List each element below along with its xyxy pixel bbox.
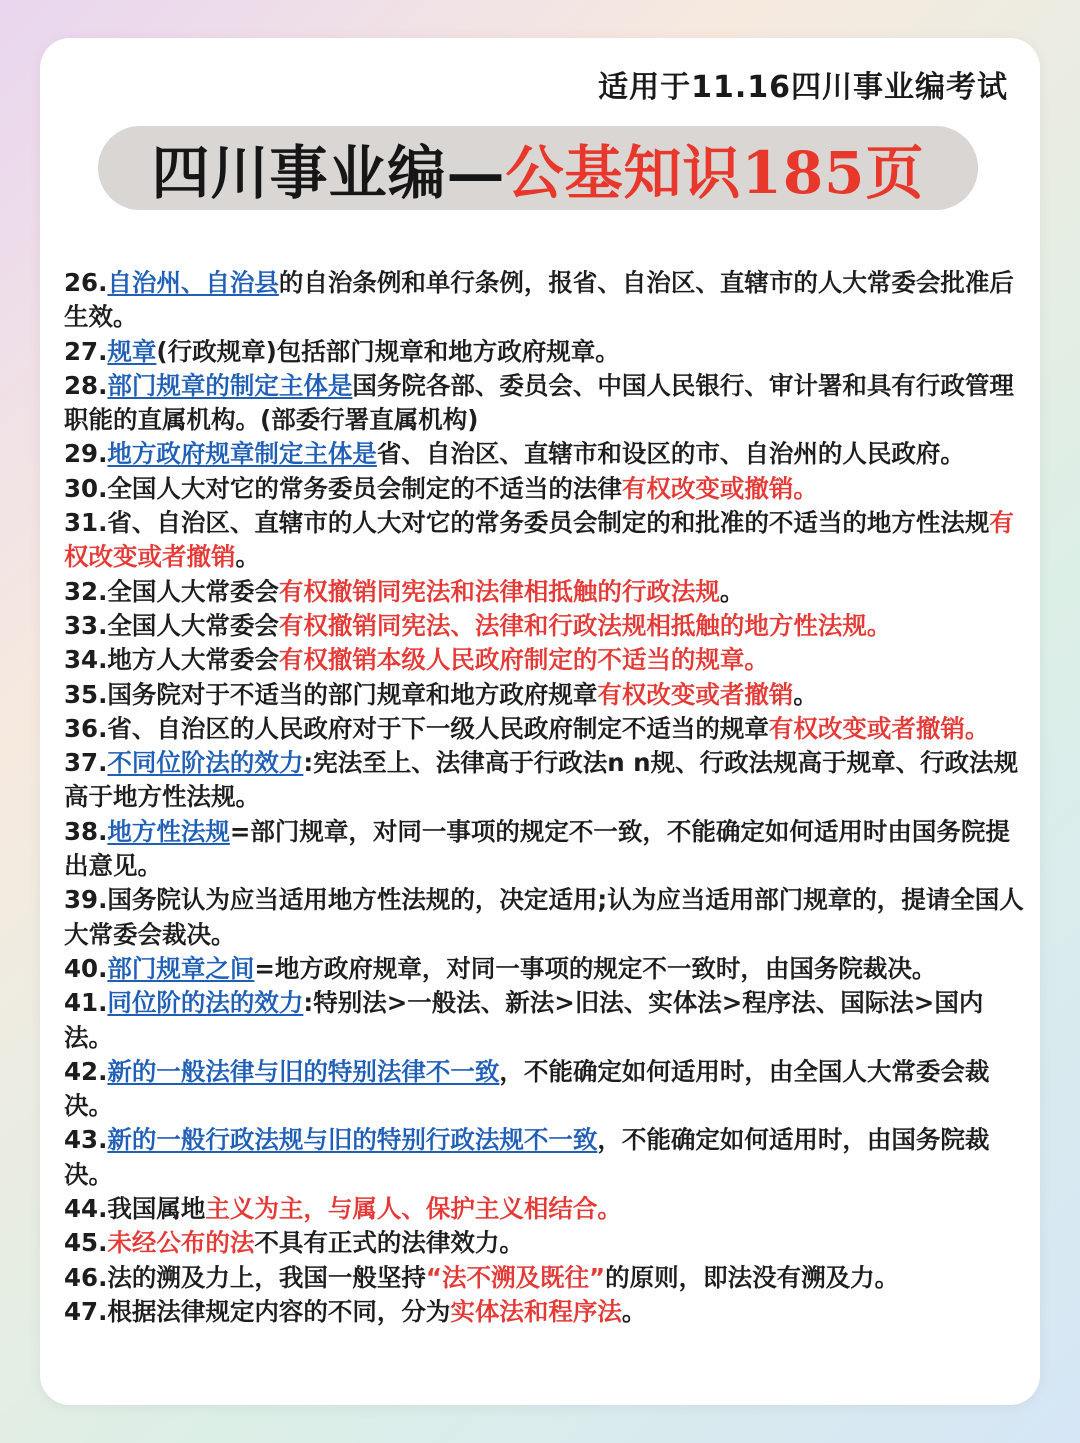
emphasis-text: 有权撤销同宪法、法律和行政法规相抵触的地方性法规。: [278, 610, 892, 640]
item-text: 46.法的溯及力上，我国一般坚持: [64, 1262, 426, 1292]
item-text: 不具有正式的法律效力。: [254, 1228, 524, 1258]
list-item: [64, 643, 1026, 677]
item-text: 33.全国人大常委会: [64, 610, 279, 640]
list-item: [64, 369, 1026, 438]
list-item: [64, 1295, 1026, 1329]
list-item: [64, 335, 1026, 369]
item-text: 35.国务院对于不适当的部门规章和地方政府规章: [64, 679, 598, 709]
list-item: [64, 1123, 1026, 1192]
highlight-term: 不同位阶法的效力: [107, 748, 304, 778]
item-text: 的原则，即法没有溯及力。: [605, 1262, 900, 1292]
item-text: ，不能确定如何适用时，由全国人大常委会裁决。: [64, 1056, 990, 1121]
item-text: 41.: [64, 988, 108, 1018]
emphasis-text: 有权改变或者撤销: [64, 508, 1014, 572]
emphasis-text: 实体法和程序法: [450, 1296, 622, 1326]
item-text: 。: [719, 576, 745, 606]
item-text: :特别法>一般法、新法>旧法、实体法>程序法、国际法>国内法。: [64, 988, 984, 1052]
item-text: :宪法至上、法律高于行政法n n规、行政法规高于规章、行政法规高于地方性法规。: [64, 748, 1019, 812]
list-item: [64, 952, 1026, 986]
item-text: 的自治条例和单行条例，报省、自治区、直辖市的人大常委会批准后生效。: [64, 268, 1014, 332]
item-text: 47.根据法律规定内容的不同，分为: [64, 1296, 451, 1326]
list-item: [64, 437, 1026, 471]
item-text: 29.: [64, 439, 108, 469]
list-item: [64, 609, 1026, 643]
item-text: 。: [621, 1296, 647, 1326]
item-text: 44.我国属地: [64, 1194, 206, 1224]
title-red-part: 公基知识185页: [505, 139, 925, 207]
item-text: 31.省、自治区、直辖市的人大对它的常务委员会制定的和批准的不适当的地方性法规: [64, 508, 990, 538]
item-text: 28.: [64, 370, 108, 400]
title-black-part: 四川事业编—: [151, 139, 506, 207]
title-banner: [98, 126, 978, 210]
emphasis-text: 有权撤销同宪法和法律相抵触的行政法规: [278, 576, 720, 606]
list-item: [64, 575, 1026, 609]
emphasis-text: 有权改变或者撤销。: [768, 713, 990, 743]
item-text: 37.: [64, 748, 108, 778]
list-item: [64, 506, 1026, 575]
item-text: 34.地方人大常委会: [64, 645, 279, 675]
highlight-term: 部门规章之间: [107, 953, 255, 983]
item-text: 40.: [64, 953, 108, 983]
list-item: [64, 1226, 1026, 1260]
item-text: 。: [235, 542, 260, 572]
item-text: 30.全国人大对它的常务委员会制定的不适当的法律: [64, 473, 622, 503]
item-text: 42.: [64, 1056, 108, 1086]
item-text: 45.: [64, 1228, 108, 1258]
highlight-term: 部门规章的制定主体是: [107, 370, 353, 400]
item-text: ，不能确定如何适用时，由国务院裁决。: [64, 1125, 990, 1189]
emphasis-text: 有权撤销本级人民政府制定的不适当的规章。: [278, 645, 769, 675]
list-item: [64, 1192, 1026, 1226]
item-text: 36.省、自治区的人民政府对于下一级人民政府制定不适当的规章: [64, 713, 769, 743]
item-text: 26.: [64, 268, 108, 297]
item-text: 39.国务院认为应当适用地方性法规的，决定适用;认为应当适用部门规章的，提请全国人大常委会裁决。: [64, 885, 1024, 949]
list-item: [64, 986, 1026, 1055]
list-item: [64, 266, 1026, 335]
list-item: [64, 1055, 1026, 1124]
item-text: 。: [793, 679, 818, 709]
item-text: 国务院各部、委员会、中国人民银行、审计署和具有行政管理职能的直属机构。(部委行署直属机构): [64, 370, 1014, 435]
highlight-term: 同位阶的法的效力: [107, 988, 304, 1018]
item-text: 38.: [64, 816, 108, 846]
highlight-term: 新的一般法律与旧的特别法律不一致: [107, 1056, 500, 1086]
emphasis-text: 主义为主，与属人、保护主义相结合。: [205, 1194, 622, 1224]
item-text: =部门规章，对同一事项的规定不一致，不能确定如何适用时由国务院提出意见。: [64, 816, 1010, 881]
knowledge-list: [64, 266, 1026, 1329]
item-text: 省、自治区、直辖市和设区的市、自治州的人民政府。: [376, 439, 965, 469]
item-text: =地方政府规章，对同一事项的规定不一致时，由国务院裁决。: [254, 953, 937, 983]
item-text: 27.: [64, 336, 108, 366]
list-item: [64, 883, 1026, 952]
exam-tagline: 适用于11.16四川事业编考试: [598, 70, 1008, 105]
highlight-term: 新的一般行政法规与旧的特别行政法规不一致: [107, 1125, 598, 1155]
highlight-term: 地方性法规: [107, 816, 230, 846]
emphasis-text: 有权改变或者撤销: [597, 679, 794, 709]
emphasis-text: 未经公布的法: [107, 1228, 255, 1258]
list-item: [64, 678, 1026, 712]
emphasis-text: “法不溯及既往”: [425, 1262, 606, 1292]
item-text: 43.: [64, 1125, 108, 1155]
item-text: (行政规章)包括部门规章和地方政府规章。: [156, 336, 620, 366]
list-item: [64, 712, 1026, 746]
highlight-term: 自治州、自治县: [107, 268, 279, 297]
emphasis-text: 有权改变或撤销。: [621, 473, 818, 503]
item-text: 32.全国人大常委会: [64, 576, 279, 606]
highlight-term: 规章: [107, 336, 157, 366]
highlight-term: 地方政府规章制定主体是: [107, 439, 377, 469]
list-item: [64, 815, 1026, 884]
list-item: [64, 1261, 1026, 1295]
list-item: [64, 472, 1026, 506]
list-item: [64, 746, 1026, 815]
